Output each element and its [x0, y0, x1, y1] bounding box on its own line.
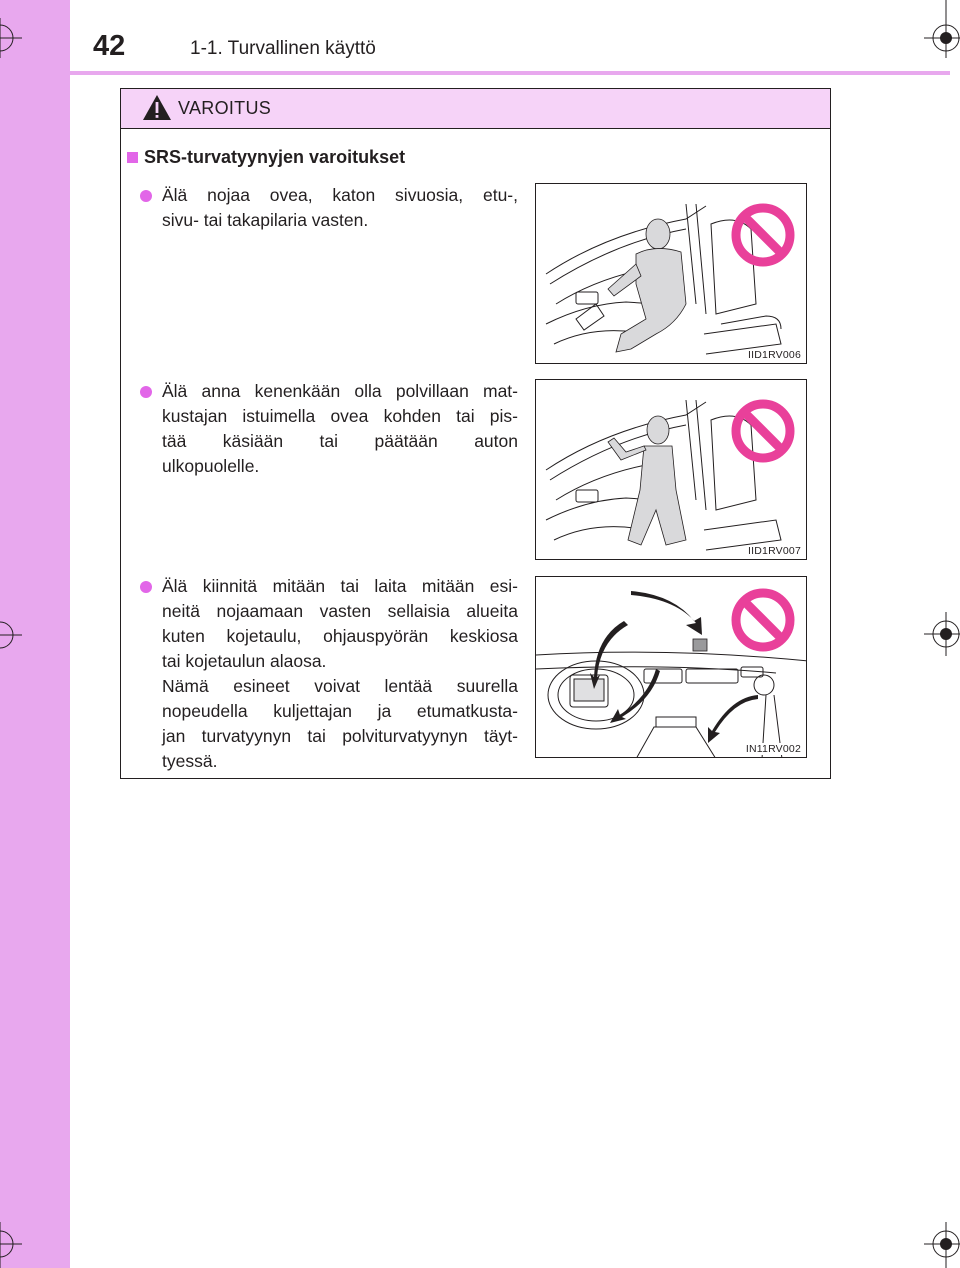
figure-code: IID1RV007 — [748, 545, 801, 557]
warning-triangle-icon — [142, 94, 172, 121]
crop-mark-icon — [920, 0, 960, 58]
crop-mark-icon — [0, 615, 22, 655]
text-line: Älä anna kenenkään olla polvillaan mat- — [162, 381, 518, 401]
text-line: Nämä esineet voivat lentää suurella — [162, 676, 518, 696]
warning-header — [121, 89, 830, 129]
crop-mark-icon — [0, 1222, 22, 1268]
illustration-kneeling-seat — [535, 379, 807, 560]
square-bullet-icon — [127, 152, 138, 163]
prohibition-icon — [730, 587, 796, 653]
round-bullet-icon — [140, 581, 152, 593]
crop-mark-icon — [920, 612, 960, 656]
figure-code: IID1RV006 — [748, 349, 801, 361]
header-rule — [70, 71, 950, 75]
round-bullet-icon — [140, 386, 152, 398]
warning-label: VAROITUS — [178, 98, 272, 118]
section-title: 1-1. Turvallinen käyttö — [190, 38, 376, 59]
warning-box — [120, 88, 831, 779]
subheading-text: SRS-turvatyynyjen varoitukset — [144, 147, 406, 167]
text-line: jan turvatyynyn tai polviturvatyynyn täyt- — [162, 726, 518, 746]
text-line: tää käsiään tai päätään auton — [162, 431, 518, 451]
warning-item-text — [162, 379, 518, 479]
text-line: kuten kojetaulu, ohjauspyörän keskiosa — [162, 626, 518, 646]
text-line: neitä nojaamaan vasten sellaisia alueita — [162, 601, 518, 621]
crop-mark-icon — [0, 18, 22, 58]
page-number: 42 — [93, 30, 126, 62]
round-bullet-icon — [140, 190, 152, 202]
text-line: Älä kiinnitä mitään tai laita mitään esi- — [162, 576, 518, 596]
text-line: ulkopuolelle. — [162, 456, 260, 476]
text-line: nopeudella kuljettajan ja etumatkusta- — [162, 701, 518, 721]
warning-item-text — [162, 574, 518, 774]
text-line: tyessä. — [162, 751, 218, 771]
illustration-dashboard-objects — [535, 576, 807, 758]
warning-item-text — [162, 183, 518, 233]
crop-mark-icon — [920, 1222, 960, 1268]
text-line: kustajan istuimella ovea kohden tai pis- — [162, 406, 518, 426]
text-line: Älä nojaa ovea, katon sivuosia, etu-, — [162, 185, 518, 205]
figure-code: IN11RV002 — [745, 743, 801, 755]
warning-subheading — [127, 147, 405, 168]
prohibition-icon — [730, 202, 796, 268]
text-line: tai kojetaulun alaosa. — [162, 651, 327, 671]
prohibition-icon — [730, 398, 796, 464]
illustration-leaning-door — [535, 183, 807, 364]
text-line: sivu- tai takapilaria vasten. — [162, 210, 369, 230]
